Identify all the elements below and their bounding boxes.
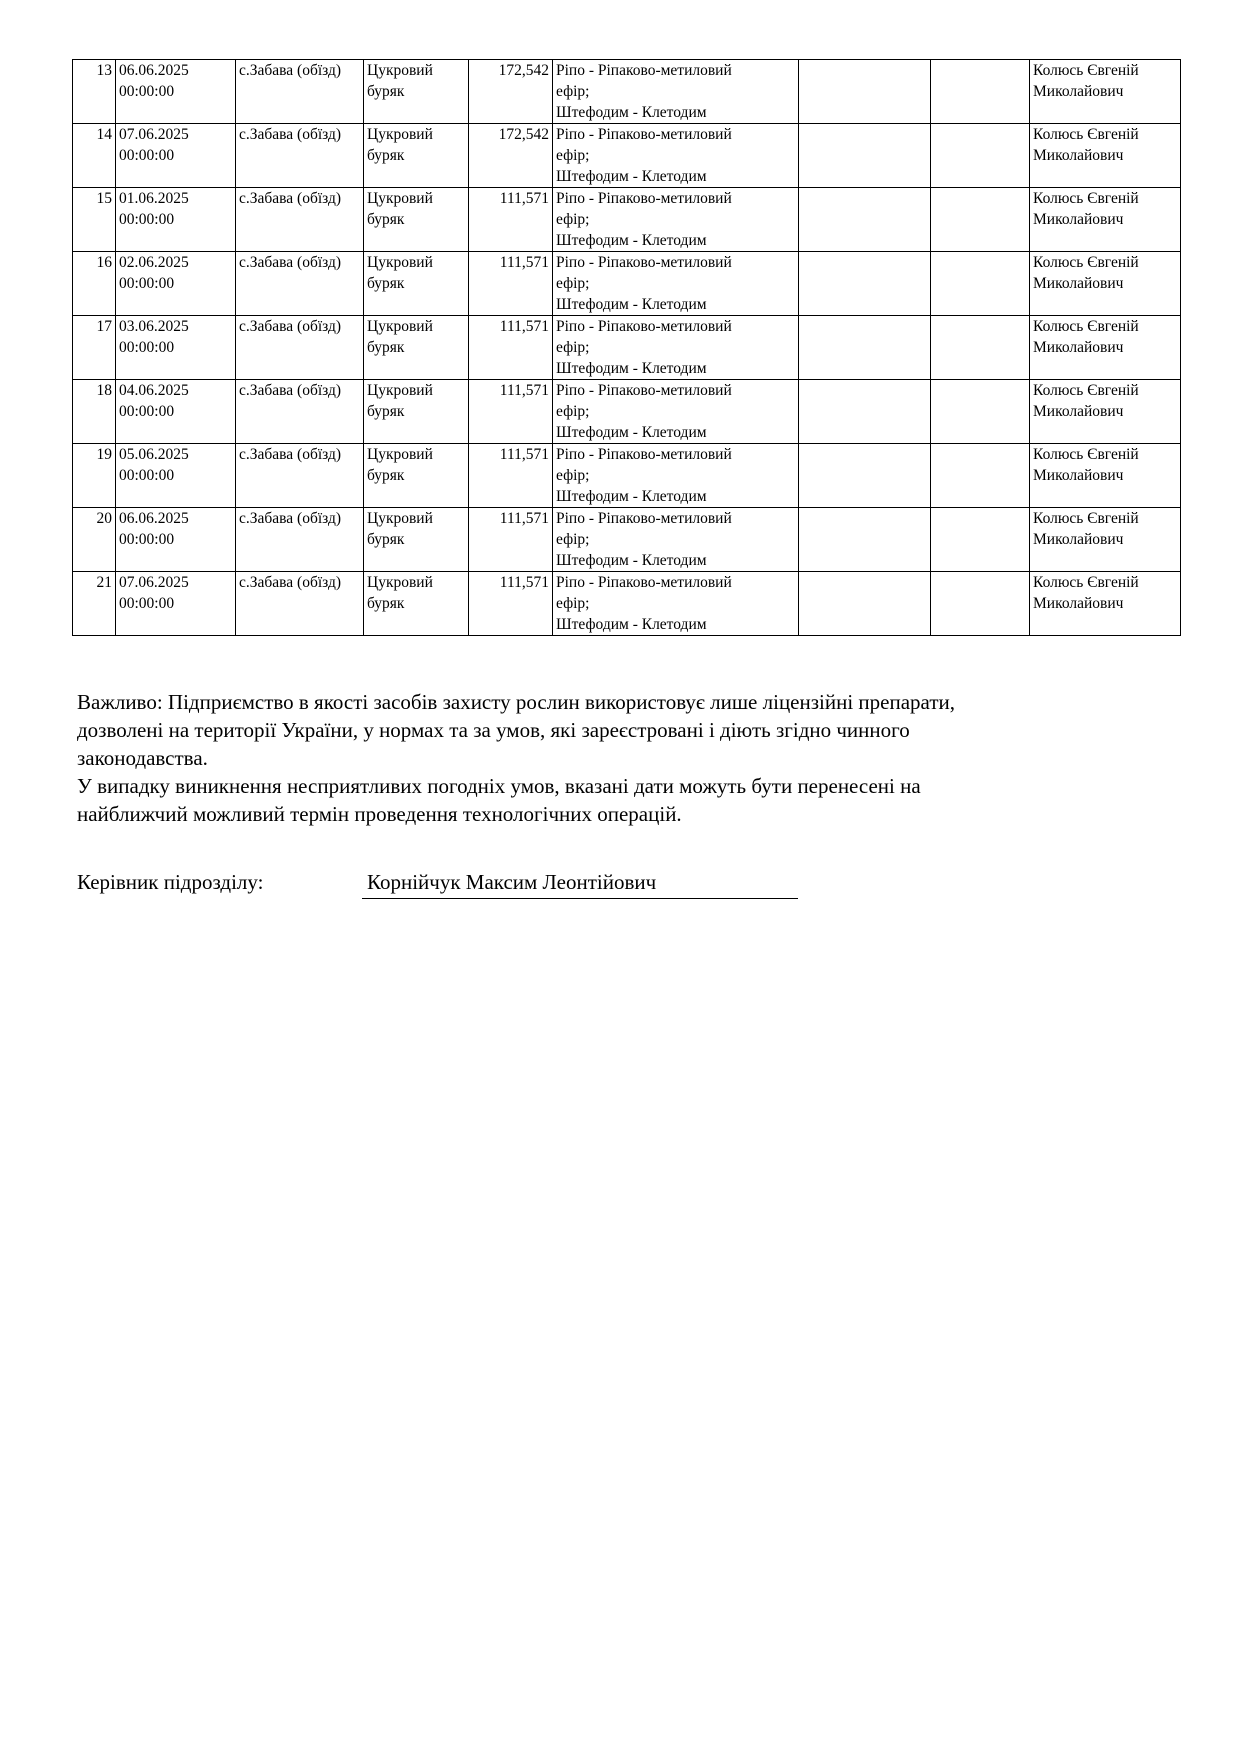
empty-cell (799, 316, 931, 380)
table-row (73, 508, 1181, 572)
location-text: с.Забава (обїзд) (239, 254, 342, 271)
responsible-person-text: Миколайович (1033, 339, 1124, 356)
responsible-person-cell (1030, 380, 1181, 444)
crop-text: буряк (367, 211, 405, 228)
table-row (73, 380, 1181, 444)
responsible-person-text: Колюсь Євгеній (1033, 574, 1139, 591)
location-cell (236, 188, 364, 252)
preparation-cell (553, 252, 799, 316)
crop-text: Цукровий (367, 510, 433, 527)
row-number-text: 18 (96, 382, 112, 399)
preparation-cell (553, 316, 799, 380)
row-number-text: 17 (96, 318, 112, 335)
row-number-cell (73, 252, 116, 316)
crop-cell (364, 188, 469, 252)
area-cell (469, 316, 553, 380)
row-number-text: 19 (96, 446, 112, 463)
crop-cell (364, 124, 469, 188)
note-line: У випадку виникнення несприятливих погодніх умов, вказані дати можуть бути перенесені на (77, 774, 921, 798)
table-row (73, 124, 1181, 188)
row-number-text: 16 (96, 254, 112, 271)
note-line: найближчий можливий термін проведення технологічних операцій. (77, 802, 682, 826)
row-number-cell (73, 508, 116, 572)
empty-cell (931, 572, 1030, 636)
preparation-text: Ріпо - Ріпаково-метиловий (556, 382, 732, 399)
signature-label: Керівник підрозділу: (77, 870, 264, 894)
responsible-person-cell (1030, 572, 1181, 636)
crop-text: буряк (367, 275, 405, 292)
preparation-text: ефір; (556, 211, 590, 228)
crop-text: буряк (367, 403, 405, 420)
preparation-cell (553, 444, 799, 508)
preparation-text: Штефодим - Клетодим (556, 424, 707, 441)
row-number-text: 13 (96, 62, 112, 79)
date-text: 00:00:00 (119, 403, 175, 420)
date-cell (116, 316, 236, 380)
preparation-text: Ріпо - Ріпаково-метиловий (556, 446, 732, 463)
area-cell (469, 508, 553, 572)
responsible-person-text: Колюсь Євгеній (1033, 190, 1139, 207)
preparation-cell (553, 572, 799, 636)
area-text: 111,571 (499, 382, 549, 399)
responsible-person-text: Колюсь Євгеній (1033, 382, 1139, 399)
row-number-cell (73, 572, 116, 636)
area-text: 172,542 (498, 62, 549, 79)
preparation-text: Штефодим - Клетодим (556, 488, 707, 505)
crop-text: буряк (367, 83, 405, 100)
empty-cell (799, 188, 931, 252)
row-number-cell (73, 124, 116, 188)
responsible-person-text: Миколайович (1033, 531, 1124, 548)
responsible-person-cell (1030, 444, 1181, 508)
location-text: с.Забава (обїзд) (239, 190, 342, 207)
crop-text: буряк (367, 339, 405, 356)
crop-cell (364, 316, 469, 380)
responsible-person-text: Миколайович (1033, 403, 1124, 420)
date-text: 05.06.2025 (119, 446, 189, 463)
crop-cell (364, 252, 469, 316)
crop-cell (364, 572, 469, 636)
preparation-text: Штефодим - Клетодим (556, 104, 707, 121)
signature-name: Корнійчук Максим Леонтійович (362, 868, 798, 899)
note-line: законодавства. (77, 746, 208, 770)
responsible-person-text: Колюсь Євгеній (1033, 318, 1139, 335)
date-cell (116, 444, 236, 508)
area-cell (469, 124, 553, 188)
date-text: 00:00:00 (119, 83, 175, 100)
responsible-person-text: Колюсь Євгеній (1033, 446, 1139, 463)
crop-cell (364, 380, 469, 444)
date-text: 07.06.2025 (119, 574, 189, 591)
row-number-text: 21 (96, 574, 112, 591)
crop-cell (364, 60, 469, 124)
location-text: с.Забава (обїзд) (239, 62, 342, 79)
location-cell (236, 124, 364, 188)
empty-cell (931, 124, 1030, 188)
empty-cell (799, 60, 931, 124)
empty-cell (931, 188, 1030, 252)
responsible-person-cell (1030, 60, 1181, 124)
preparation-text: Ріпо - Ріпаково-метиловий (556, 574, 732, 591)
preparation-text: ефір; (556, 467, 590, 484)
location-cell (236, 316, 364, 380)
crop-text: Цукровий (367, 574, 433, 591)
date-cell (116, 380, 236, 444)
empty-cell (799, 444, 931, 508)
location-text: с.Забава (обїзд) (239, 574, 342, 591)
crop-text: Цукровий (367, 318, 433, 335)
table-row (73, 60, 1181, 124)
location-cell (236, 572, 364, 636)
date-cell (116, 252, 236, 316)
date-text: 00:00:00 (119, 275, 175, 292)
preparation-text: Штефодим - Клетодим (556, 232, 707, 249)
empty-cell (799, 508, 931, 572)
crop-text: Цукровий (367, 190, 433, 207)
date-text: 01.06.2025 (119, 190, 189, 207)
table-row (73, 316, 1181, 380)
date-text: 00:00:00 (119, 531, 175, 548)
area-cell (469, 60, 553, 124)
row-number-cell (73, 188, 116, 252)
area-cell (469, 572, 553, 636)
area-text: 111,571 (499, 446, 549, 463)
preparation-cell (553, 188, 799, 252)
date-text: 02.06.2025 (119, 254, 189, 271)
location-text: с.Забава (обїзд) (239, 318, 342, 335)
table-row (73, 444, 1181, 508)
location-text: с.Забава (обїзд) (239, 510, 342, 527)
date-cell (116, 60, 236, 124)
location-cell (236, 60, 364, 124)
area-cell (469, 444, 553, 508)
preparation-text: Ріпо - Ріпаково-метиловий (556, 190, 732, 207)
responsible-person-text: Миколайович (1033, 467, 1124, 484)
empty-cell (931, 508, 1030, 572)
crop-text: Цукровий (367, 254, 433, 271)
location-cell (236, 252, 364, 316)
responsible-person-text: Миколайович (1033, 83, 1124, 100)
crop-text: Цукровий (367, 62, 433, 79)
note-line: Важливо: Підприємство в якості засобів захисту рослин використовує лише ліцензійні препарати, (77, 690, 955, 714)
preparation-text: Ріпо - Ріпаково-метиловий (556, 510, 732, 527)
area-text: 111,571 (499, 510, 549, 527)
preparation-cell (553, 380, 799, 444)
responsible-person-text: Миколайович (1033, 275, 1124, 292)
area-text: 111,571 (499, 318, 549, 335)
important-note (77, 688, 1137, 828)
area-text: 111,571 (499, 190, 549, 207)
location-text: с.Забава (обїзд) (239, 126, 342, 143)
date-text: 00:00:00 (119, 211, 175, 228)
row-number-text: 15 (96, 190, 112, 207)
location-text: с.Забава (обїзд) (239, 446, 342, 463)
responsible-person-text: Колюсь Євгеній (1033, 126, 1139, 143)
preparation-text: Штефодим - Клетодим (556, 168, 707, 185)
crop-text: Цукровий (367, 446, 433, 463)
preparation-text: ефір; (556, 83, 590, 100)
area-text: 111,571 (499, 254, 549, 271)
crop-text: буряк (367, 147, 405, 164)
date-text: 00:00:00 (119, 147, 175, 164)
row-number-cell (73, 444, 116, 508)
row-number-cell (73, 60, 116, 124)
date-text: 00:00:00 (119, 339, 175, 356)
responsible-person-text: Миколайович (1033, 595, 1124, 612)
preparation-text: Ріпо - Ріпаково-метиловий (556, 126, 732, 143)
location-cell (236, 508, 364, 572)
date-cell (116, 124, 236, 188)
application-schedule-table (72, 59, 1181, 636)
crop-text: буряк (367, 595, 405, 612)
row-number-text: 14 (96, 126, 112, 143)
row-number-cell (73, 380, 116, 444)
date-text: 04.06.2025 (119, 382, 189, 399)
date-text: 00:00:00 (119, 595, 175, 612)
row-number-cell (73, 316, 116, 380)
empty-cell (931, 444, 1030, 508)
crop-text: буряк (367, 531, 405, 548)
empty-cell (931, 60, 1030, 124)
date-text: 06.06.2025 (119, 510, 189, 527)
responsible-person-text: Колюсь Євгеній (1033, 254, 1139, 271)
table-row (73, 252, 1181, 316)
crop-cell (364, 444, 469, 508)
date-text: 06.06.2025 (119, 62, 189, 79)
empty-cell (931, 316, 1030, 380)
empty-cell (931, 252, 1030, 316)
responsible-person-text: Колюсь Євгеній (1033, 62, 1139, 79)
crop-cell (364, 508, 469, 572)
area-cell (469, 188, 553, 252)
responsible-person-cell (1030, 188, 1181, 252)
preparation-text: ефір; (556, 595, 590, 612)
crop-text: Цукровий (367, 382, 433, 399)
preparation-cell (553, 60, 799, 124)
area-cell (469, 380, 553, 444)
responsible-person-text: Миколайович (1033, 211, 1124, 228)
preparation-text: Штефодим - Клетодим (556, 616, 707, 633)
date-text: 00:00:00 (119, 467, 175, 484)
preparation-text: Ріпо - Ріпаково-метиловий (556, 318, 732, 335)
preparation-text: Ріпо - Ріпаково-метиловий (556, 254, 732, 271)
table-row (73, 188, 1181, 252)
empty-cell (799, 124, 931, 188)
date-cell (116, 508, 236, 572)
row-number-text: 20 (96, 510, 112, 527)
crop-text: буряк (367, 467, 405, 484)
preparation-text: ефір; (556, 403, 590, 420)
responsible-person-cell (1030, 316, 1181, 380)
date-text: 07.06.2025 (119, 126, 189, 143)
preparation-text: ефір; (556, 339, 590, 356)
empty-cell (799, 252, 931, 316)
empty-cell (799, 572, 931, 636)
date-text: 03.06.2025 (119, 318, 189, 335)
responsible-person-text: Миколайович (1033, 147, 1124, 164)
preparation-text: Ріпо - Ріпаково-метиловий (556, 62, 732, 79)
preparation-cell (553, 124, 799, 188)
date-cell (116, 572, 236, 636)
note-line: дозволені на території України, у нормах та за умов, які зареєстровані і діють згідно чинного (77, 718, 910, 742)
area-cell (469, 252, 553, 316)
crop-text: Цукровий (367, 126, 433, 143)
area-text: 172,542 (498, 126, 549, 143)
empty-cell (931, 380, 1030, 444)
location-cell (236, 444, 364, 508)
empty-cell (799, 380, 931, 444)
table-body (73, 60, 1181, 636)
preparation-text: Штефодим - Клетодим (556, 296, 707, 313)
preparation-text: Штефодим - Клетодим (556, 552, 707, 569)
area-text: 111,571 (499, 574, 549, 591)
date-cell (116, 188, 236, 252)
preparation-text: ефір; (556, 147, 590, 164)
location-text: с.Забава (обїзд) (239, 382, 342, 399)
preparation-cell (553, 508, 799, 572)
responsible-person-text: Колюсь Євгеній (1033, 510, 1139, 527)
responsible-person-cell (1030, 252, 1181, 316)
preparation-text: ефір; (556, 275, 590, 292)
responsible-person-cell (1030, 508, 1181, 572)
location-cell (236, 380, 364, 444)
preparation-text: Штефодим - Клетодим (556, 360, 707, 377)
preparation-text: ефір; (556, 531, 590, 548)
responsible-person-cell (1030, 124, 1181, 188)
table-row (73, 572, 1181, 636)
